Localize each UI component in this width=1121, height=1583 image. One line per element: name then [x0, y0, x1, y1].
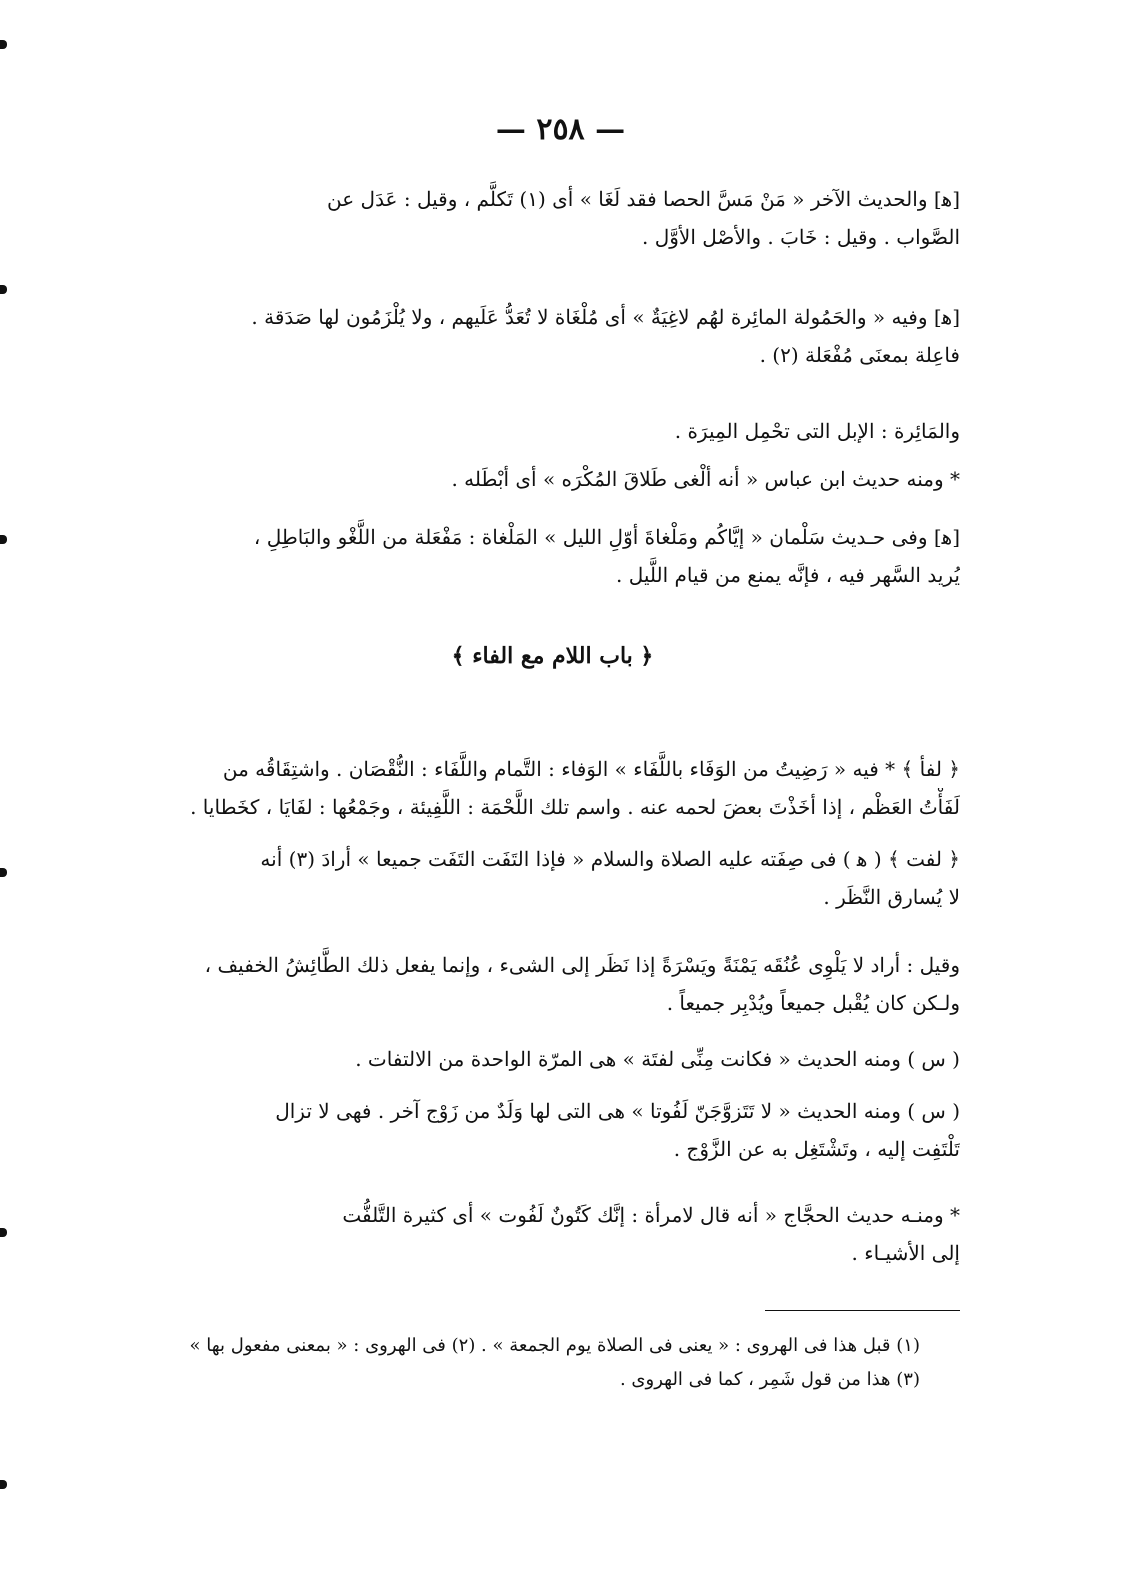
paragraph [145, 518, 960, 594]
text-line: ( س ) ومنه الحديث « فكانت مِنِّى لفتَة » هى المرّة الواحدة من الالتفات . [355, 1047, 960, 1071]
paragraph [145, 946, 960, 1022]
paragraph [145, 298, 960, 374]
paragraph [145, 1196, 960, 1272]
text-line: ﴿ لفأ ﴾ * فيه « رَضِيتُ من الوَفَاء باللَّفَاء » الوَفاء : التَّمام واللَّفَاء : النُّقْصَان . واشتِقَاقُه من [222, 757, 960, 781]
text-line: * ومنه حديث ابن عباس « أنه ألْغى طَلاقَ المُكْرَه » أى أبْطَله . [451, 467, 960, 491]
text-line: وقيل : أراد لا يَلْوِى عُنُقَه يَمْنَةً ويَسْرَةً إذا نَظَر إلى الشىء ، وإنما يفعل ذلك الطَّائِشُ الخفيف ، [204, 953, 960, 977]
text-line: لا يُسارق النَّظَر . [823, 885, 960, 909]
page-number: — ٢٥٨ — [495, 112, 626, 147]
text-line: تَلْتَفِت إليه ، وتَشْتَغِل به عن الزَّوْج . [673, 1137, 960, 1161]
scan-edge-mark [0, 868, 7, 877]
paragraph [145, 1040, 960, 1078]
paragraph [145, 460, 960, 498]
text-line: [ﻫ] وفيه « والحَمُولة المائِرة لهُم لاغِيَةٌ » أى مُلْغَاة لا تُعَدُّ عَلَيهم ، ولا يُلْزَمُون لها صَدَقة . [251, 305, 960, 329]
paragraph [145, 180, 960, 256]
footnote: (١) قبل هذا فى الهروى : « يعنى فى الصلاة يوم الجمعة » . (٢) فى الهروى : « بمعنى مفعول بها » [189, 1335, 920, 1356]
paragraph [145, 1092, 960, 1168]
paragraph [145, 412, 960, 450]
text-line: ﴿ لفت ﴾ ( ﻫ ) فى صِفَته عليه الصلاة والسلام « فإذا التَفَت التَفَت جميعا » أرادَ (٣) أنه [260, 847, 960, 871]
text-line: [ﻫ] وفى حـديث سَلْمان « إيَّاكُم ومَلْغاةَ أوّلِ الليل » المَلْغاة : مَفْعَلة من اللَّغْو والبَاطِلِ ، [253, 525, 960, 549]
footnote: (٣) هذا من قول شَمِر ، كما فى الهروى . [619, 1369, 920, 1390]
paragraph [145, 750, 960, 826]
footnote-divider [765, 1310, 960, 1311]
text-line: * ومنـه حديث الحجَّاج « أنه قال لامرأة : إنَّك كَتُونٌ لَفُوت » أى كثيرة التَّلفُّت [342, 1203, 960, 1227]
text-line: لَفَأْتُ العَظْم ، إذا أخَذْتَ بعضَ لحمه عنه . واسم تلك اللَّحْمَة : اللَّفِيئة ، وجَمْعُها : لفَايَا ، كخَطايا . [190, 795, 960, 819]
scan-edge-mark [0, 535, 7, 544]
text-line: ولـكن كان يُقْبل جميعاً ويُدْبِر جميعاً . [666, 991, 960, 1015]
text-line: ( س ) ومنه الحديث « لا تَتَزوَّجَنّ لَفُوتا » هى التى لها وَلَدٌ من زَوْج آخر . فهى لا تزال [275, 1099, 960, 1123]
paragraph [145, 840, 960, 916]
scan-edge-mark [0, 40, 7, 49]
scan-edge-mark [0, 1228, 7, 1237]
text-line: [ﻫ] والحديث الآخر « مَنْ مَسَّ الحصا فقد لَغَا » أى (١) تَكلَّم ، وقيل : عَدَل عن [327, 187, 960, 211]
text-line: الصَّواب . وقيل : خَابَ . والأصْل الأوَّل . [642, 225, 960, 249]
chapter-heading: ﴿ باب اللام مع الفاء ﴾ [451, 643, 654, 669]
text-line: يُريد السَّهر فيه ، فإنَّه يمنع من قيام اللَّيل . [616, 563, 960, 587]
text-line: إلى الأشيـاء . [851, 1241, 960, 1265]
text-line: والمَائِرة : الإبل التى تحْمِل المِيرَة . [674, 419, 960, 443]
scan-edge-mark [0, 1480, 7, 1489]
scan-edge-mark [0, 285, 7, 294]
text-line: فاعِلة بمعنَى مُفْعَلة (٢) . [759, 343, 960, 367]
